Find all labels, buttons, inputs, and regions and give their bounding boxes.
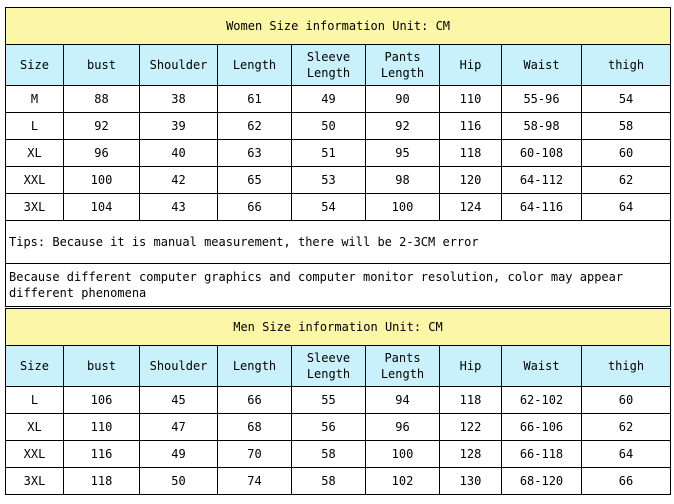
cell-pants-length: 98 (366, 167, 440, 194)
cell-pants-length: 92 (366, 113, 440, 140)
cell-size: XXL (6, 441, 64, 468)
table-row (6, 113, 671, 140)
header-thigh: thigh (582, 346, 671, 387)
header-size: Size (6, 45, 64, 86)
header-size: Size (6, 346, 64, 387)
cell-shoulder: 45 (140, 387, 218, 414)
cell-sleeve-length: 54 (292, 194, 366, 221)
cell-waist: 58-98 (502, 113, 582, 140)
table-row (6, 194, 671, 221)
cell-shoulder: 38 (140, 86, 218, 113)
header-shoulder: Shoulder (140, 45, 218, 86)
cell-length: 61 (218, 86, 292, 113)
cell-thigh: 62 (582, 414, 671, 441)
cell-length: 66 (218, 194, 292, 221)
cell-sleeve-length: 53 (292, 167, 366, 194)
cell-pants-length: 100 (366, 194, 440, 221)
header-pants-length: Pants Length (366, 346, 440, 387)
cell-sleeve-length: 58 (292, 441, 366, 468)
cell-pants-length: 100 (366, 441, 440, 468)
table-row (6, 86, 671, 113)
cell-bust: 118 (64, 468, 140, 495)
header-length: Length (218, 346, 292, 387)
header-pants-length: Pants Length (366, 45, 440, 86)
cell-length: 66 (218, 387, 292, 414)
cell-bust: 96 (64, 140, 140, 167)
cell-bust: 116 (64, 441, 140, 468)
header-waist: Waist (502, 346, 582, 387)
cell-bust: 88 (64, 86, 140, 113)
cell-pants-length: 90 (366, 86, 440, 113)
cell-size: L (6, 387, 64, 414)
women-header-row (6, 45, 671, 86)
cell-waist: 64-112 (502, 167, 582, 194)
cell-shoulder: 39 (140, 113, 218, 140)
cell-thigh: 60 (582, 140, 671, 167)
cell-sleeve-length: 51 (292, 140, 366, 167)
cell-shoulder: 40 (140, 140, 218, 167)
table-row (6, 140, 671, 167)
table-row (6, 414, 671, 441)
header-length: Length (218, 45, 292, 86)
cell-sleeve-length: 55 (292, 387, 366, 414)
header-thigh: thigh (582, 45, 671, 86)
cell-thigh: 66 (582, 468, 671, 495)
cell-shoulder: 47 (140, 414, 218, 441)
cell-hip: 128 (440, 441, 502, 468)
header-sleeve-length: Sleeve Length (292, 346, 366, 387)
cell-size: XXL (6, 167, 64, 194)
cell-pants-length: 95 (366, 140, 440, 167)
men-size-table (5, 308, 671, 495)
cell-pants-length: 102 (366, 468, 440, 495)
women-table-title: Women Size information Unit: CM (6, 8, 671, 45)
cell-size: M (6, 86, 64, 113)
table-row (6, 387, 671, 414)
cell-waist: 55-96 (502, 86, 582, 113)
cell-hip: 130 (440, 468, 502, 495)
cell-bust: 104 (64, 194, 140, 221)
men-header-row (6, 346, 671, 387)
cell-bust: 106 (64, 387, 140, 414)
header-shoulder: Shoulder (140, 346, 218, 387)
cell-bust: 100 (64, 167, 140, 194)
header-bust: bust (64, 45, 140, 86)
header-sleeve-length: Sleeve Length (292, 45, 366, 86)
cell-thigh: 62 (582, 167, 671, 194)
cell-hip: 116 (440, 113, 502, 140)
cell-length: 74 (218, 468, 292, 495)
header-hip: Hip (440, 45, 502, 86)
cell-length: 70 (218, 441, 292, 468)
cell-shoulder: 42 (140, 167, 218, 194)
cell-thigh: 58 (582, 113, 671, 140)
cell-shoulder: 43 (140, 194, 218, 221)
cell-size: 3XL (6, 468, 64, 495)
cell-length: 65 (218, 167, 292, 194)
cell-bust: 110 (64, 414, 140, 441)
cell-waist: 68-120 (502, 468, 582, 495)
cell-thigh: 64 (582, 194, 671, 221)
cell-bust: 92 (64, 113, 140, 140)
women-size-table (5, 7, 671, 307)
table-row (6, 441, 671, 468)
cell-thigh: 64 (582, 441, 671, 468)
cell-sleeve-length: 49 (292, 86, 366, 113)
cell-waist: 62-102 (502, 387, 582, 414)
cell-waist: 64-116 (502, 194, 582, 221)
cell-pants-length: 96 (366, 414, 440, 441)
cell-waist: 66-106 (502, 414, 582, 441)
cell-hip: 118 (440, 387, 502, 414)
color-disclaimer: Because different computer graphics and computer monitor resolution, color may appear different phenomena (6, 264, 671, 307)
cell-size: 3XL (6, 194, 64, 221)
men-table-title: Men Size information Unit: CM (6, 309, 671, 346)
cell-thigh: 54 (582, 86, 671, 113)
table-row (6, 167, 671, 194)
cell-sleeve-length: 56 (292, 414, 366, 441)
cell-length: 63 (218, 140, 292, 167)
cell-hip: 124 (440, 194, 502, 221)
cell-shoulder: 50 (140, 468, 218, 495)
cell-length: 68 (218, 414, 292, 441)
cell-sleeve-length: 50 (292, 113, 366, 140)
cell-hip: 118 (440, 140, 502, 167)
cell-shoulder: 49 (140, 441, 218, 468)
cell-pants-length: 94 (366, 387, 440, 414)
header-waist: Waist (502, 45, 582, 86)
cell-hip: 120 (440, 167, 502, 194)
cell-hip: 122 (440, 414, 502, 441)
cell-size: XL (6, 414, 64, 441)
header-bust: bust (64, 346, 140, 387)
cell-waist: 66-118 (502, 441, 582, 468)
cell-thigh: 60 (582, 387, 671, 414)
cell-hip: 110 (440, 86, 502, 113)
header-hip: Hip (440, 346, 502, 387)
measurement-tip: Tips: Because it is manual measurement, there will be 2-3CM error (6, 221, 671, 264)
cell-sleeve-length: 58 (292, 468, 366, 495)
table-row (6, 468, 671, 495)
cell-length: 62 (218, 113, 292, 140)
cell-size: L (6, 113, 64, 140)
cell-waist: 60-108 (502, 140, 582, 167)
cell-size: XL (6, 140, 64, 167)
